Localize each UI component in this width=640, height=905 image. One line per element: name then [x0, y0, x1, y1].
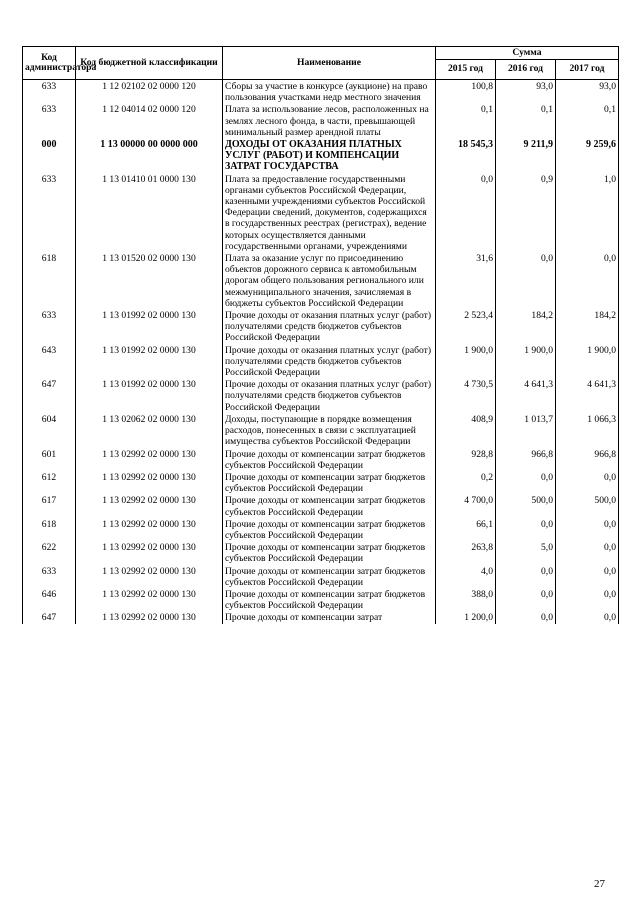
- header-budget-code: Код бюджетной классификации: [76, 47, 223, 80]
- table-row: [23, 518, 619, 541]
- table-row: [23, 448, 619, 471]
- value-2017-cell: 966,8: [556, 448, 619, 471]
- table-row: [23, 378, 619, 413]
- value-2016-cell: 1 013,7: [496, 413, 556, 448]
- admin-code-cell: 633: [23, 80, 76, 104]
- name-cell: ДОХОДЫ ОТ ОКАЗАНИЯ ПЛАТНЫХ УСЛУГ (РАБОТ) И КОМПЕНСАЦИИ ЗАТРАТ ГОСУДАРСТВА: [223, 138, 436, 173]
- value-2016-cell: 4 641,3: [496, 378, 556, 413]
- budget-code-cell: 1 12 02102 02 0000 120: [76, 80, 223, 104]
- value-2015-cell: 263,8: [436, 541, 496, 564]
- value-2015-cell: 0,1: [436, 103, 496, 138]
- name-cell: Прочие доходы от компенсации затрат бюджетов субъектов Российской Федерации: [223, 565, 436, 588]
- value-2015-cell: 18 545,3: [436, 138, 496, 173]
- value-2017-cell: 0,1: [556, 103, 619, 138]
- table-row: [23, 471, 619, 494]
- budget-code-cell: 1 13 00000 00 0000 000: [76, 138, 223, 173]
- table-row: [23, 80, 619, 104]
- value-2016-cell: 0,9: [496, 173, 556, 252]
- value-2015-cell: 4 700,0: [436, 494, 496, 517]
- value-2016-cell: 9 211,9: [496, 138, 556, 173]
- table-row: [23, 565, 619, 588]
- budget-code-cell: 1 13 02992 02 0000 130: [76, 448, 223, 471]
- header-admin-code: Код администратора: [23, 47, 76, 80]
- table-row: [23, 588, 619, 611]
- admin-code-cell: 643: [23, 344, 76, 379]
- value-2015-cell: 4 730,5: [436, 378, 496, 413]
- value-2017-cell: 9 259,6: [556, 138, 619, 173]
- value-2016-cell: 0,0: [496, 471, 556, 494]
- value-2016-cell: 966,8: [496, 448, 556, 471]
- value-2017-cell: 1,0: [556, 173, 619, 252]
- table-row: [23, 309, 619, 344]
- budget-code-cell: 1 13 01992 02 0000 130: [76, 344, 223, 379]
- value-2016-cell: 93,0: [496, 80, 556, 104]
- value-2016-cell: 0,0: [496, 252, 556, 309]
- name-cell: Плата за предоставление государственными органами субъектов Российской Федерации, казенными учреждениями субъектов Российской Федерации сведений, документов, содержащихся в государственных реестрах (регистрах), ведение которых осуществляется данными государственными органами, учреждениями: [223, 173, 436, 252]
- value-2017-cell: 0,0: [556, 541, 619, 564]
- name-cell: Прочие доходы от компенсации затрат бюджетов субъектов Российской Федерации: [223, 471, 436, 494]
- header-name: Наименование: [223, 47, 436, 80]
- name-cell: Прочие доходы от компенсации затрат бюджетов субъектов Российской Федерации: [223, 541, 436, 564]
- value-2015-cell: 928,8: [436, 448, 496, 471]
- name-cell: Сборы за участие в конкурсе (аукционе) на право пользования участками недр местного значения: [223, 80, 436, 104]
- budget-code-cell: 1 12 04014 02 0000 120: [76, 103, 223, 138]
- admin-code-cell: 612: [23, 471, 76, 494]
- table-body: [23, 80, 619, 624]
- admin-code-cell: 618: [23, 518, 76, 541]
- value-2017-cell: 4 641,3: [556, 378, 619, 413]
- name-cell: Прочие доходы от компенсации затрат бюджетов субъектов Российской Федерации: [223, 448, 436, 471]
- admin-code-cell: 647: [23, 378, 76, 413]
- budget-code-cell: 1 13 02992 02 0000 130: [76, 611, 223, 623]
- header-sum: Сумма: [436, 47, 619, 60]
- value-2015-cell: 2 523,4: [436, 309, 496, 344]
- value-2015-cell: 1 200,0: [436, 611, 496, 623]
- admin-code-cell: 646: [23, 588, 76, 611]
- header-year-2015: 2015 год: [436, 60, 496, 80]
- admin-code-cell: 633: [23, 565, 76, 588]
- name-cell: Прочие доходы от компенсации затрат бюджетов субъектов Российской Федерации: [223, 494, 436, 517]
- admin-code-cell: 622: [23, 541, 76, 564]
- admin-code-cell: 604: [23, 413, 76, 448]
- value-2016-cell: 1 900,0: [496, 344, 556, 379]
- value-2017-cell: 93,0: [556, 80, 619, 104]
- name-cell: Плата за оказание услуг по присоединению объектов дорожного сервиса к автомобильным дорогам общего пользования регионального или межмуниципального значения, зачисляемая в бюджеты субъектов Российской Федерации: [223, 252, 436, 309]
- value-2016-cell: 500,0: [496, 494, 556, 517]
- value-2016-cell: 184,2: [496, 309, 556, 344]
- name-cell: Плата за использование лесов, расположенных на землях лесного фонда, в части, превышающей минимальный размер арендной платы: [223, 103, 436, 138]
- value-2017-cell: 0,0: [556, 565, 619, 588]
- budget-table: [22, 46, 619, 624]
- name-cell: Прочие доходы от оказания платных услуг (работ) получателями средств бюджетов субъектов Российской Федерации: [223, 309, 436, 344]
- table-row: [23, 541, 619, 564]
- table-header: [23, 47, 619, 80]
- table-row: [23, 413, 619, 448]
- name-cell: Прочие доходы от компенсации затрат: [223, 611, 436, 623]
- budget-code-cell: 1 13 02992 02 0000 130: [76, 518, 223, 541]
- budget-code-cell: 1 13 02992 02 0000 130: [76, 471, 223, 494]
- table-row: [23, 344, 619, 379]
- value-2016-cell: 0,0: [496, 518, 556, 541]
- table-row: [23, 494, 619, 517]
- value-2015-cell: 388,0: [436, 588, 496, 611]
- admin-code-cell: 000: [23, 138, 76, 173]
- value-2017-cell: 1 900,0: [556, 344, 619, 379]
- value-2017-cell: 0,0: [556, 252, 619, 309]
- table-row: [23, 173, 619, 252]
- value-2015-cell: 31,6: [436, 252, 496, 309]
- table-row: [23, 138, 619, 173]
- admin-code-cell: 601: [23, 448, 76, 471]
- budget-code-cell: 1 13 02992 02 0000 130: [76, 494, 223, 517]
- budget-code-cell: 1 13 01992 02 0000 130: [76, 309, 223, 344]
- value-2017-cell: 0,0: [556, 588, 619, 611]
- budget-code-cell: 1 13 02062 02 0000 130: [76, 413, 223, 448]
- value-2016-cell: 5,0: [496, 541, 556, 564]
- value-2017-cell: 0,0: [556, 471, 619, 494]
- name-cell: Прочие доходы от оказания платных услуг (работ) получателями средств бюджетов субъектов Российской Федерации: [223, 378, 436, 413]
- value-2016-cell: 0,0: [496, 588, 556, 611]
- budget-code-cell: 1 13 01410 01 0000 130: [76, 173, 223, 252]
- value-2017-cell: 184,2: [556, 309, 619, 344]
- budget-table-container: [22, 46, 618, 624]
- value-2016-cell: 0,0: [496, 565, 556, 588]
- name-cell: Прочие доходы от компенсации затрат бюджетов субъектов Российской Федерации: [223, 588, 436, 611]
- budget-code-cell: 1 13 02992 02 0000 130: [76, 565, 223, 588]
- header-year-2017: 2017 год: [556, 60, 619, 80]
- value-2015-cell: 100,8: [436, 80, 496, 104]
- name-cell: Доходы, поступающие в порядке возмещения расходов, понесенных в связи с эксплуатацией имущества субъектов Российской Федерации: [223, 413, 436, 448]
- table-row: [23, 103, 619, 138]
- value-2015-cell: 1 900,0: [436, 344, 496, 379]
- value-2017-cell: 0,0: [556, 518, 619, 541]
- table-row: [23, 252, 619, 309]
- table-row: [23, 611, 619, 623]
- value-2015-cell: 0,2: [436, 471, 496, 494]
- admin-code-cell: 618: [23, 252, 76, 309]
- name-cell: Прочие доходы от оказания платных услуг (работ) получателями средств бюджетов субъектов Российской Федерации: [223, 344, 436, 379]
- value-2016-cell: 0,0: [496, 611, 556, 623]
- value-2015-cell: 0,0: [436, 173, 496, 252]
- value-2017-cell: 500,0: [556, 494, 619, 517]
- budget-code-cell: 1 13 01520 02 0000 130: [76, 252, 223, 309]
- budget-code-cell: 1 13 01992 02 0000 130: [76, 378, 223, 413]
- value-2016-cell: 0,1: [496, 103, 556, 138]
- admin-code-cell: 647: [23, 611, 76, 623]
- admin-code-cell: 633: [23, 103, 76, 138]
- value-2015-cell: 408,9: [436, 413, 496, 448]
- value-2015-cell: 4,0: [436, 565, 496, 588]
- value-2017-cell: 1 066,3: [556, 413, 619, 448]
- page-number: 27: [594, 878, 605, 890]
- name-cell: Прочие доходы от компенсации затрат бюджетов субъектов Российской Федерации: [223, 518, 436, 541]
- admin-code-cell: 617: [23, 494, 76, 517]
- admin-code-cell: 633: [23, 309, 76, 344]
- value-2015-cell: 66,1: [436, 518, 496, 541]
- budget-code-cell: 1 13 02992 02 0000 130: [76, 541, 223, 564]
- value-2017-cell: 0,0: [556, 611, 619, 623]
- budget-code-cell: 1 13 02992 02 0000 130: [76, 588, 223, 611]
- admin-code-cell: 633: [23, 173, 76, 252]
- header-year-2016: 2016 год: [496, 60, 556, 80]
